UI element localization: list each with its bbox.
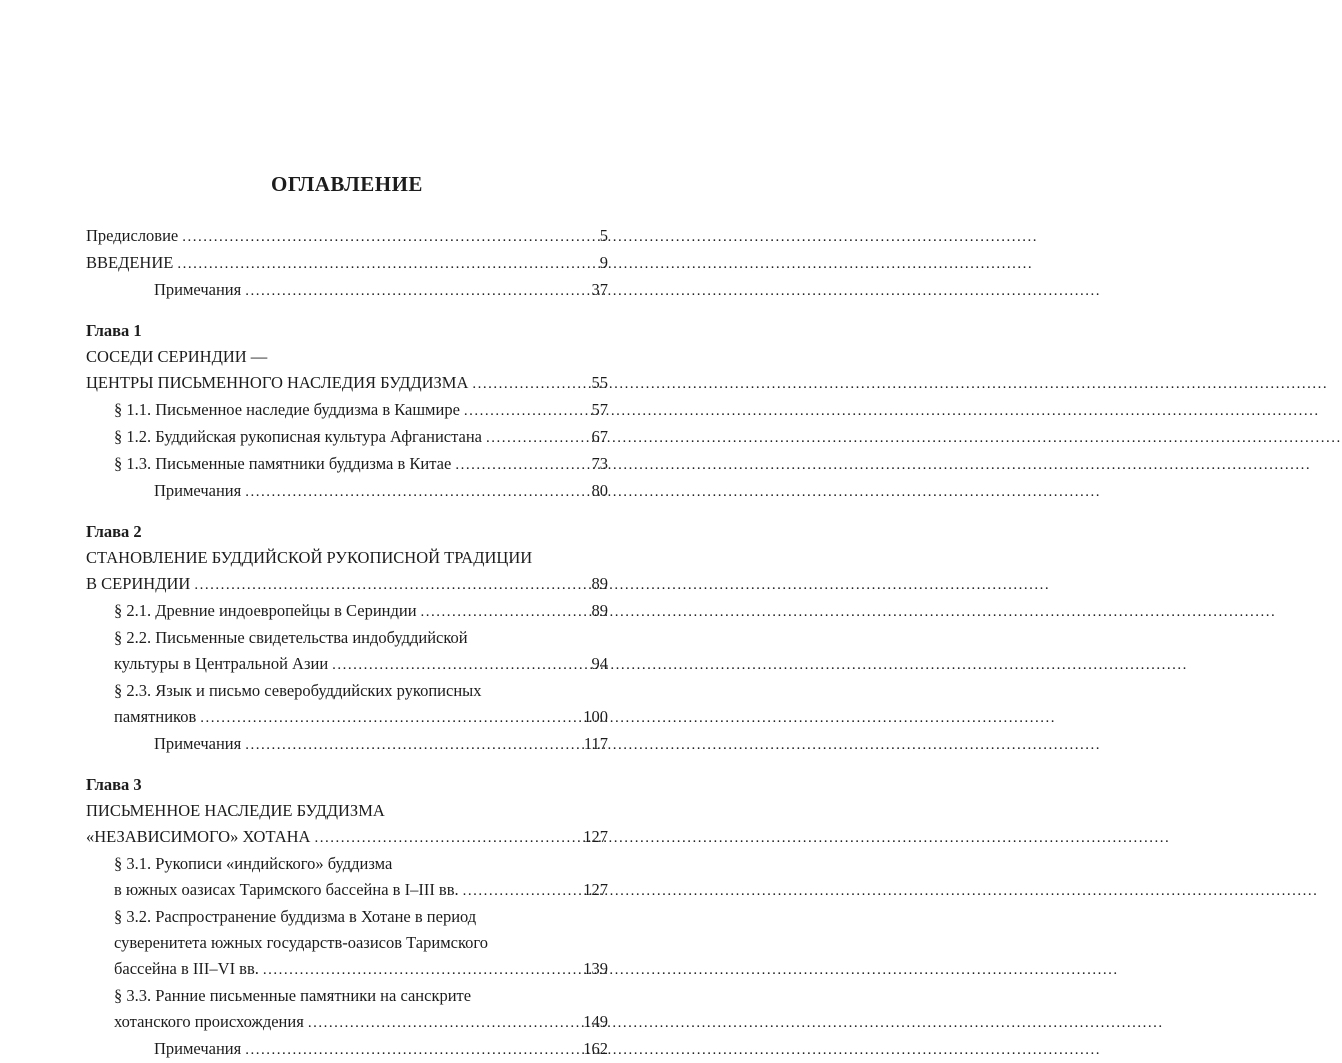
toc-entry xyxy=(86,851,608,877)
dot-leader xyxy=(421,598,576,625)
toc-entry-text: Примечания xyxy=(154,734,242,753)
toc-entry-text: бассейна в III–VI вв. xyxy=(114,959,259,978)
toc-chapter-title xyxy=(86,344,608,370)
toc-page-number: 139 xyxy=(583,959,608,978)
toc-entry-text: В СЕРИНДИИ xyxy=(86,574,191,593)
toc-chapter-title xyxy=(86,370,608,397)
toc-entry xyxy=(86,1009,608,1036)
toc-entry-text: СОСЕДИ СЕРИНДИИ — xyxy=(86,347,268,366)
toc-entry xyxy=(86,678,608,704)
toc-entry-text: суверенитета южных государств-оазисов Таримского xyxy=(114,933,489,952)
toc-entry xyxy=(86,223,608,250)
toc-list xyxy=(86,223,608,1063)
toc-entry xyxy=(86,983,608,1009)
toc-entry-text: ПИСЬМЕННОЕ НАСЛЕДИЕ БУДДИЗМА xyxy=(86,801,385,820)
toc-entry xyxy=(86,397,608,424)
toc-entry-text: Глава 3 xyxy=(86,775,142,794)
toc-entry-text: памятников xyxy=(114,707,197,726)
toc-entry-text: § 2.1. Древние индоевропейцы в Сериндии xyxy=(114,601,417,620)
toc-chapter-title xyxy=(86,545,608,571)
toc-entry xyxy=(86,424,608,451)
toc-page-number: 55 xyxy=(591,373,608,392)
toc-entry-text: Примечания xyxy=(154,1039,242,1058)
toc-entry-text: § 3.2. Распространение буддизма в Хотане в период xyxy=(114,907,477,926)
toc-page-number: 100 xyxy=(583,707,608,726)
toc-entry-text: Глава 1 xyxy=(86,321,142,340)
toc-page-number: 94 xyxy=(591,654,608,673)
toc-entry-text: хотанского происхождения xyxy=(114,1012,304,1031)
toc-page-number: 127 xyxy=(583,827,608,846)
dot-leader xyxy=(314,824,576,851)
toc-page-number: 37 xyxy=(591,280,608,299)
toc-page-number: 89 xyxy=(591,574,608,593)
dot-leader xyxy=(177,250,576,277)
toc-page-number: 89 xyxy=(591,601,608,620)
toc-page-number: 57 xyxy=(591,400,608,419)
toc-entry-text: культуры в Центральной Азии xyxy=(114,654,329,673)
dot-leader xyxy=(308,1009,576,1036)
toc-entry xyxy=(86,651,608,678)
toc-entry-text: § 2.2. Письменные свидетельства индобуддийской xyxy=(114,628,468,647)
toc-page-number: 9 xyxy=(599,253,608,272)
toc-page-number: 67 xyxy=(591,427,608,446)
toc-entry-text: § 3.1. Рукописи «индийского» буддизма xyxy=(114,854,393,873)
toc-entry-text: Предисловие xyxy=(86,226,179,245)
book-page xyxy=(0,0,646,1058)
toc-entry-text: § 1.3. Письменные памятники буддизма в Китае xyxy=(114,454,452,473)
toc-chapter-title xyxy=(86,798,608,824)
toc-chapter-title xyxy=(86,824,608,851)
dot-leader xyxy=(463,877,576,904)
dot-leader xyxy=(200,704,576,731)
toc-entry xyxy=(86,598,608,625)
toc-entry-text: § 1.2. Буддийская рукописная культура Афганистана xyxy=(114,427,482,446)
toc-entry-text: § 1.1. Письменное наследие буддизма в Кашмире xyxy=(114,400,460,419)
toc-entry-text: ВВЕДЕНИЕ xyxy=(86,253,174,272)
dot-leader xyxy=(464,397,576,424)
toc-notes xyxy=(86,1036,608,1063)
toc-page-number: 5 xyxy=(599,226,608,245)
toc-entry-text: «НЕЗАВИСИМОГО» ХОТАНА xyxy=(86,827,311,846)
dot-leader xyxy=(332,651,576,678)
dot-leader xyxy=(245,478,576,505)
toc-chapter-label xyxy=(86,318,608,344)
toc-page-number: 149 xyxy=(583,1012,608,1031)
dot-leader xyxy=(245,731,576,758)
dot-leader xyxy=(245,277,576,304)
toc-page-number: 127 xyxy=(583,880,608,899)
toc-entry-text: Глава 2 xyxy=(86,522,142,541)
toc-entry xyxy=(86,704,608,731)
toc-entry xyxy=(86,625,608,651)
page-title: ОГЛАВЛЕНИЕ xyxy=(271,172,423,196)
toc-entry-text: Примечания xyxy=(154,481,242,500)
dot-leader xyxy=(245,1036,576,1063)
toc-notes xyxy=(86,731,608,758)
toc-chapter-title xyxy=(86,571,608,598)
toc-page-number: 73 xyxy=(591,454,608,473)
dot-leader xyxy=(182,223,576,250)
toc-entry xyxy=(86,451,608,478)
toc-page-number: 117 xyxy=(583,734,608,753)
toc-entry xyxy=(86,956,608,983)
toc-entry-text: ЦЕНТРЫ ПИСЬМЕННОГО НАСЛЕДИЯ БУДДИЗМА xyxy=(86,373,469,392)
dot-leader xyxy=(194,571,576,598)
toc-chapter-label xyxy=(86,772,608,798)
toc-entry-text: в южных оазисах Таримского бассейна в I–III вв. xyxy=(114,880,459,899)
dot-leader xyxy=(455,451,576,478)
toc-page-number: 162 xyxy=(583,1039,608,1058)
toc-notes xyxy=(86,478,608,505)
toc-chapter-label xyxy=(86,519,608,545)
toc-entry-text: § 3.3. Ранние письменные памятники на санскрите xyxy=(114,986,472,1005)
toc-notes xyxy=(86,277,608,304)
toc-entry xyxy=(86,930,608,956)
toc-entry xyxy=(86,250,608,277)
toc-entry xyxy=(86,904,608,930)
toc-entry-text: СТАНОВЛЕНИЕ БУДДИЙСКОЙ РУКОПИСНОЙ ТРАДИЦИИ xyxy=(86,548,533,567)
toc-entry xyxy=(86,877,608,904)
toc-entry-text: Примечания xyxy=(154,280,242,299)
toc-entry-text: § 2.3. Язык и письмо северобуддийских рукописных xyxy=(114,681,482,700)
dot-leader xyxy=(263,956,576,983)
dot-leader xyxy=(486,424,576,451)
dot-leader xyxy=(472,370,576,397)
toc-page-number: 80 xyxy=(591,481,608,500)
